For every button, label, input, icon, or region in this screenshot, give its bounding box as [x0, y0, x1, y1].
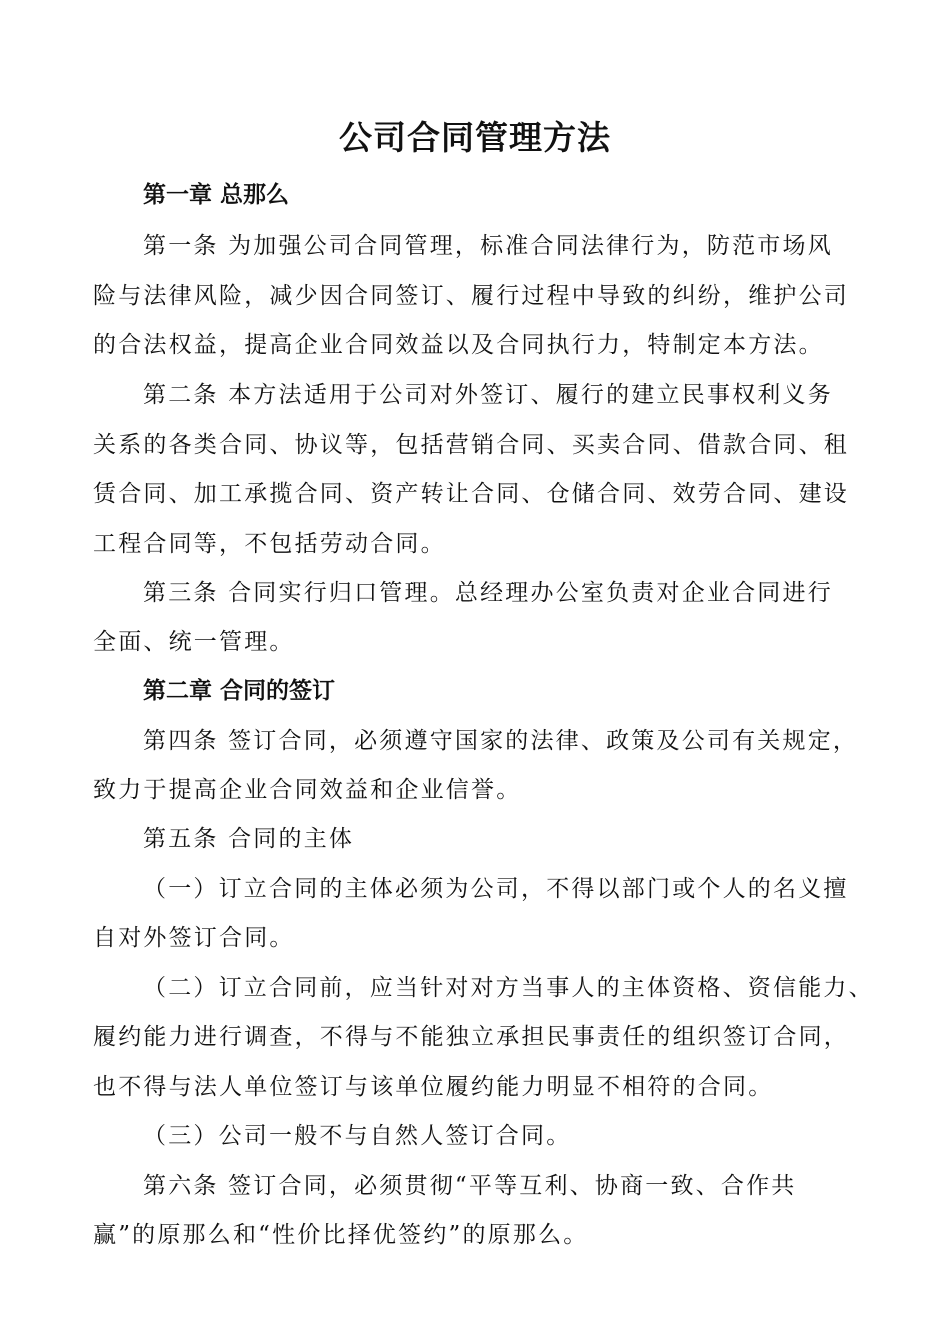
document-title: 公司合同管理方法 — [339, 118, 611, 157]
item-3-line-1: （三）公司一般不与自然人签订合同。 — [143, 1123, 572, 1149]
article-4-line-2: 致力于提高企业合同效益和企业信誉。 — [93, 777, 522, 803]
article-2-line-2: 关系的各类合同、协议等，包括营销合同、买卖合同、借款合同、租 — [93, 432, 849, 458]
chapter-2-heading: 第二章 合同的签订 — [143, 678, 336, 704]
item-2-line-3: 也不得与法人单位签订与该单位履约能力明显不相符的合同。 — [93, 1074, 774, 1100]
article-6-line-1: 第六条 签订合同，必须贯彻“平等互利、协商一致、合作共 — [143, 1173, 797, 1199]
article-3-line-2: 全面、统一管理。 — [93, 629, 295, 655]
item-2-line-1: （二）订立合同前，应当针对对方当事人的主体资格、资信能力、 — [143, 975, 874, 1001]
article-6-line-2: 赢”的原那么和“性价比择优签约”的原那么。 — [93, 1222, 589, 1248]
item-2-line-2: 履约能力进行调查，不得与不能独立承担民事责任的组织签订合同， — [93, 1024, 849, 1050]
article-4-line-1: 第四条 签订合同，必须遵守国家的法律、政策及公司有关规定， — [143, 728, 859, 754]
article-2-line-4: 工程合同等，不包括劳动合同。 — [93, 531, 446, 557]
item-1-line-1: （一）订立合同的主体必须为公司，不得以部门或个人的名义擅 — [143, 876, 849, 902]
article-2-line-3: 赁合同、加工承揽合同、资产转让合同、仓储合同、效劳合同、建设 — [93, 481, 849, 507]
item-1-line-2: 自对外签订合同。 — [93, 925, 295, 951]
chapter-1-heading: 第一章 总那么 — [143, 182, 290, 208]
article-5-line-1: 第五条 合同的主体 — [143, 826, 355, 852]
article-1-line-2: 险与法律风险，减少因合同签订、履行过程中导致的纠纷，维护公司 — [93, 283, 849, 309]
article-3-line-1: 第三条 合同实行归口管理。总经理办公室负责对企业合同进行 — [143, 580, 833, 606]
article-1-line-1: 第一条 为加强公司合同管理，标准合同法律行为，防范市场风 — [143, 233, 833, 259]
article-2-line-1: 第二条 本方法适用于公司对外签订、履行的建立民事权利义务 — [143, 382, 833, 408]
article-1-line-3: 的合法权益，提高企业合同效益以及合同执行力，特制定本方法。 — [93, 332, 824, 358]
